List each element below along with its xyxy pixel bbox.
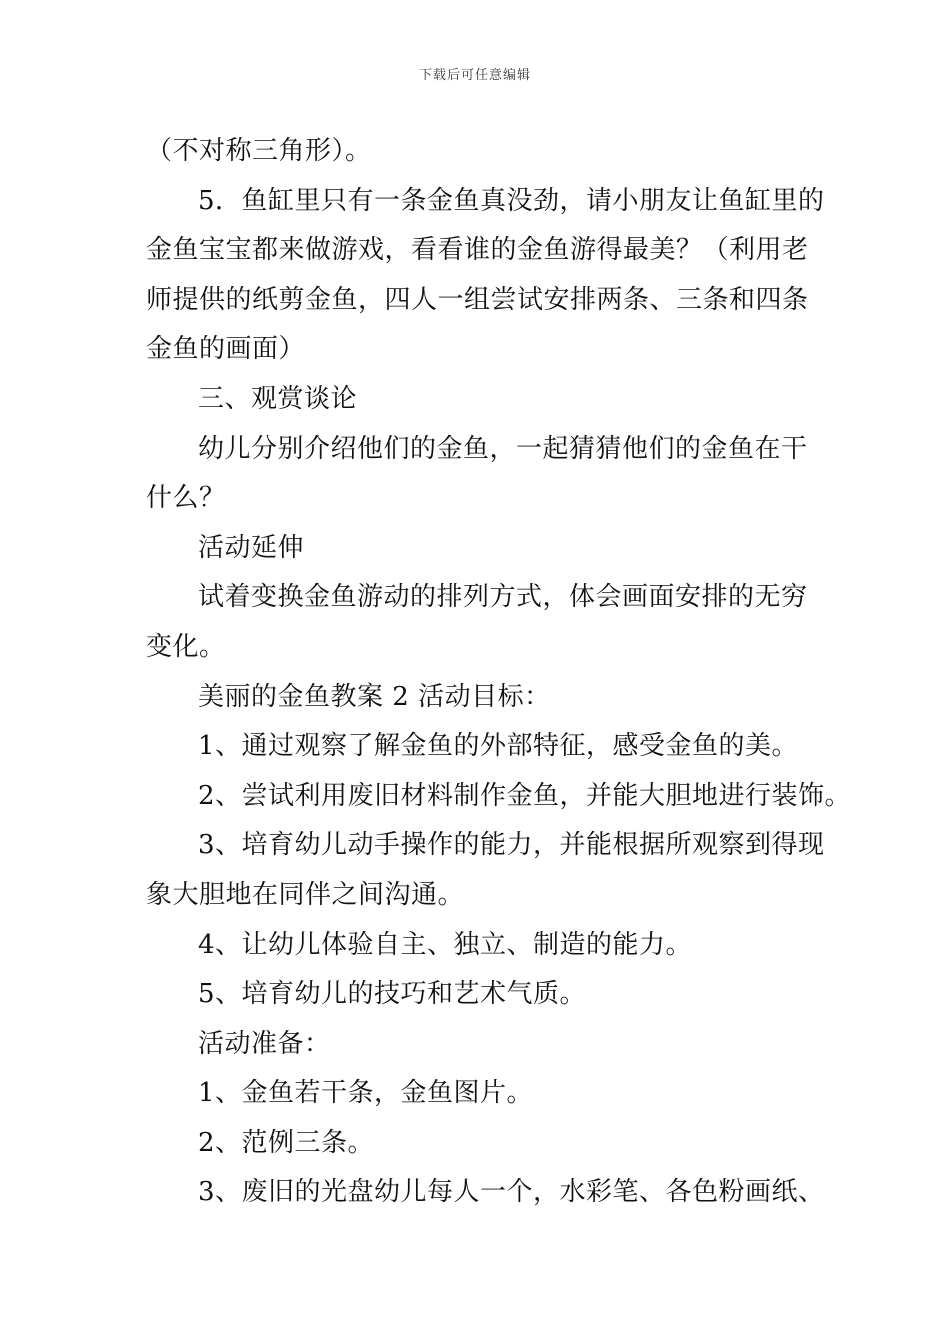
text-line: 5．鱼缸里只有一条金鱼真没劲，请小朋友让鱼缸里的 [198,185,825,216]
list-item: 3、废旧的光盘幼儿每人一个，水彩笔、各色粉画纸、 [198,1177,825,1208]
text-line: 试着变换金鱼游动的排列方式，体会画面安排的无穷 [198,582,808,613]
section-heading: 三、观赏谈论 [198,383,358,414]
list-item: 2、范例三条。 [198,1127,375,1158]
section-heading: 美丽的金鱼教案 2 活动目标： [198,681,551,712]
text-line: 金鱼的画面） [146,334,306,365]
list-item: 3、培育幼儿动手操作的能力，并能根据所观察到得现 [198,830,825,861]
document-body [146,127,852,1218]
text-line: 师提供的纸剪金鱼，四人一组尝试安排两条、三条和四条 [146,284,809,315]
text-line: 金鱼宝宝都来做游戏，看看谁的金鱼游得最美？（利用老 [146,235,809,266]
list-item: 5、培育幼儿的技巧和艺术气质。 [198,979,587,1010]
list-item: 1、金鱼若干条，金鱼图片。 [198,1078,534,1109]
page-header: 下载后可任意编辑 [418,68,531,83]
text-line: （不对称三角形）。 [146,136,372,166]
text-line: 变化。 [146,631,226,662]
text-line: 幼儿分别介绍他们的金鱼，一起猜猜他们的金鱼在干 [198,433,808,464]
list-item: 1、通过观察了解金鱼的外部特征，感受金鱼的美。 [198,731,799,762]
text-line: 象大胆地在同伴之间沟通。 [146,879,465,910]
list-item: 2、尝试利用废旧材料制作金鱼，并能大胆地进行装饰。 [198,780,852,811]
section-heading: 活动准备： [198,1028,331,1059]
list-item: 4、让幼儿体验自主、独立、制造的能力。 [198,929,693,960]
section-heading: 活动延伸 [198,532,305,563]
text-line: 什么？ [146,483,226,514]
